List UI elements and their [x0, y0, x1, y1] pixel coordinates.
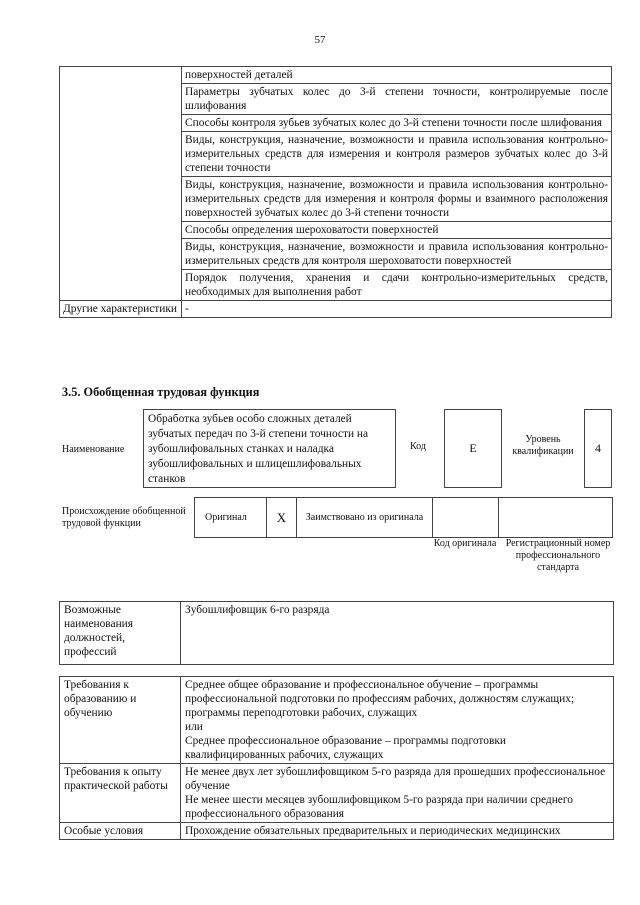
experience-label: Требования к опыту практической работы — [60, 764, 181, 823]
table-row — [60, 823, 614, 840]
other-characteristics-value: - — [182, 301, 612, 318]
education-value — [181, 677, 614, 764]
table-row — [60, 764, 614, 823]
registration-caption: Регистрационный номер профессионального стандарта — [505, 538, 611, 573]
positions-table — [59, 601, 614, 665]
registration-number-cell — [499, 498, 613, 538]
table-cell: поверхностей деталей — [182, 67, 612, 84]
level-label: Уровень квалификации — [512, 434, 574, 457]
education-line: или — [185, 721, 203, 733]
table-row — [195, 498, 613, 538]
level-value: 4 — [584, 409, 612, 488]
table-row — [60, 67, 612, 84]
table-label-cell — [60, 67, 182, 301]
education-line: Среднее общее образование и профессиональное обучение – программы профессиональной подготовки по профессиям рабочих, должностям служащих; программы переподготовки рабочих, служащих — [185, 679, 575, 719]
knowledge-table — [59, 66, 612, 318]
other-characteristics-label: Другие характеристики — [60, 301, 182, 318]
table-cell: Способы контроля зубьев зубчатых колес до 3-й степени точности после шлифования — [182, 115, 612, 132]
experience-line: Не менее шести месяцев зубошлифовщиком 5-го разряда при наличии среднего профессионального образования — [185, 794, 573, 820]
experience-line: Не менее двух лет зубошлифовщиком 5-го разряда для прошедших профессиональное обучение — [185, 766, 606, 792]
education-line: Среднее профессиональное образование – программы подготовки квалифицированных рабочих, служащих — [185, 735, 506, 761]
name-label: Наименование — [62, 444, 125, 455]
table-cell: Виды, конструкция, назначение, возможности и правила использования контрольно-измерительных средств для измерения и контроля формы и взаимного расположения поверхностей зубчатых колес до 3-й степени точности — [182, 177, 612, 222]
origin-table — [194, 497, 613, 538]
special-conditions-line: Прохождение обязательных предварительных и периодических медицинских — [185, 825, 561, 837]
table-row — [60, 301, 612, 318]
table-cell: Параметры зубчатых колес до 3-й степени точности, контролируемые после шлифования — [182, 84, 612, 115]
education-label: Требования к образованию и обучению — [60, 677, 181, 764]
original-label: Оригинал — [195, 498, 267, 538]
positions-value: Зубошлифовщик 6-го разряда — [181, 602, 614, 665]
code-value: E — [444, 409, 502, 488]
table-cell: Порядок получения, хранения и сдачи контрольно-измерительных средств, необходимых для выполнения работ — [182, 270, 612, 301]
origin-label: Происхождение обобщенной трудовой функции — [62, 506, 186, 529]
original-mark: X — [267, 498, 297, 538]
special-conditions-value — [181, 823, 614, 840]
table-row — [60, 602, 614, 665]
table-cell: Виды, конструкция, назначение, возможности и правила использования контрольно-измерительных средств для контроля шероховатости поверхностей — [182, 239, 612, 270]
table-row — [60, 677, 614, 764]
borrowed-label: Заимствовано из оригинала — [297, 498, 433, 538]
code-original-caption: Код оригинала — [433, 538, 497, 549]
code-label: Код — [410, 441, 426, 452]
original-code-cell — [433, 498, 499, 538]
function-name-box: Обработка зубьев особо сложных деталей зубчатых передач по 3-й степени точности на зубошлифовальных станках и наладка зубошлифовальных и шлицешлифовальных станков — [143, 409, 396, 488]
table-cell: Виды, конструкция, назначение, возможности и правила использования контрольно-измерительных средств для измерения и контроля размеров зубчатых колес до 3-й степени точности — [182, 132, 612, 177]
section-title: 3.5. Обобщенная трудовая функция — [62, 385, 260, 399]
page-number: 57 — [314, 34, 326, 46]
table-cell: Способы определения шероховатости поверхностей — [182, 222, 612, 239]
requirements-table — [59, 676, 614, 840]
experience-value — [181, 764, 614, 823]
positions-label: Возможные наименования должностей, профессий — [60, 602, 181, 665]
special-conditions-label: Особые условия — [60, 823, 181, 840]
